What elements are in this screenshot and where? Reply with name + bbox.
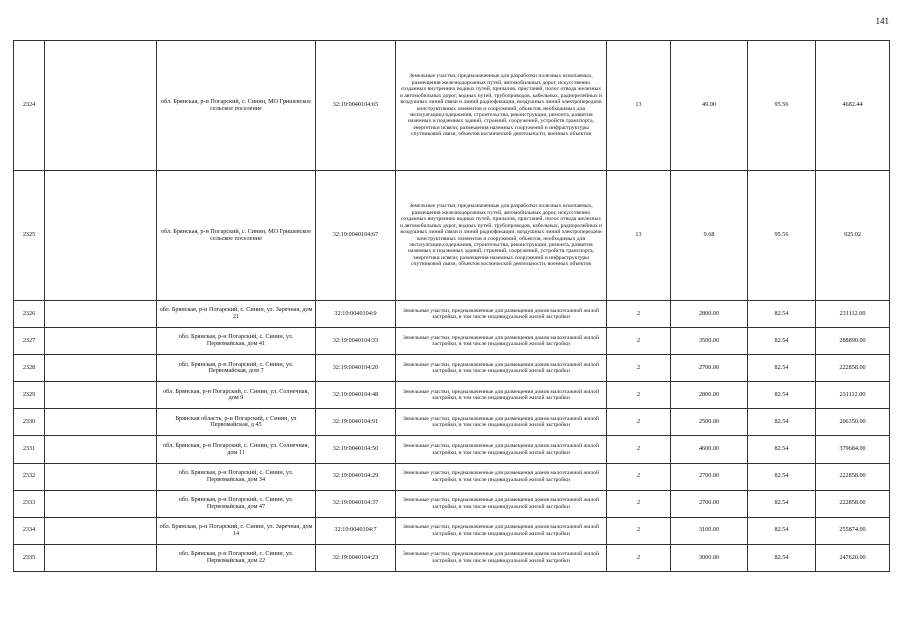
- empty-cell: [45, 544, 157, 571]
- row-number: 2333: [14, 490, 45, 517]
- area-cell: 2700.00: [671, 463, 748, 490]
- group-cell: 2: [607, 301, 671, 328]
- table-row: [14, 544, 890, 571]
- empty-cell: [45, 436, 157, 463]
- rate-cell: 82.54: [748, 382, 816, 409]
- empty-cell: [45, 409, 157, 436]
- row-number: 2328: [14, 355, 45, 382]
- address-cell: обл. Брянская, р-н Погарский, с. Синин, ул. Первомайская, дом 41: [157, 328, 316, 355]
- row-number: 2335: [14, 544, 45, 571]
- cadastral-number-cell: 32:19:0040104:33: [316, 328, 396, 355]
- page-number: 141: [875, 16, 889, 26]
- row-number: 2329: [14, 382, 45, 409]
- cadastral-number-cell: 32:19:0040104:7: [316, 517, 396, 544]
- cadastral-number-cell: 32:19:0040104:67: [316, 171, 396, 301]
- cadastral-value-cell: 379684.00: [816, 436, 890, 463]
- address-cell: обл. Брянская, р-н Погарский, с. Синин, ул. Солнечная, дом 11: [157, 436, 316, 463]
- area-cell: 2800.00: [671, 382, 748, 409]
- land-use-cell: Земельные участки, предназначенные для размещения домов малоэтажной жилой застройки, в том числе индивидуальной жилой застройки: [396, 463, 607, 490]
- cadastral-value-cell: 4682.44: [816, 41, 890, 171]
- group-cell: 2: [607, 436, 671, 463]
- table-row: [14, 301, 890, 328]
- cadastral-number-cell: 32:19:0040104:65: [316, 41, 396, 171]
- table-row: [14, 355, 890, 382]
- rate-cell: 82.54: [748, 463, 816, 490]
- cadastral-number-cell: 32:19:0040104:37: [316, 490, 396, 517]
- land-use-cell: Земельные участки, предназначенные для размещения домов малоэтажной жилой застройки, в том числе индивидуальной жилой застройки: [396, 355, 607, 382]
- rate-cell: 82.54: [748, 355, 816, 382]
- group-cell: 2: [607, 544, 671, 571]
- table-row: [14, 517, 890, 544]
- table-row: [14, 463, 890, 490]
- cadastral-value-cell: 255874.00: [816, 517, 890, 544]
- land-use-cell: Земельные участки, предназначенные для размещения домов малоэтажной жилой застройки, в том числе индивидуальной жилой застройки: [396, 436, 607, 463]
- table-row: [14, 41, 890, 171]
- area-cell: 2800.00: [671, 301, 748, 328]
- rate-cell: 82.54: [748, 490, 816, 517]
- rate-cell: 95.56: [748, 41, 816, 171]
- land-use-cell: Земельные участки, предназначенные для размещения домов малоэтажной жилой застройки, в том числе индивидуальной жилой застройки: [396, 301, 607, 328]
- rate-cell: 82.54: [748, 436, 816, 463]
- land-use-cell: Земельные участки, предназначенные для размещения домов малоэтажной жилой застройки, в том числе индивидуальной жилой застройки: [396, 490, 607, 517]
- group-cell: 2: [607, 382, 671, 409]
- row-number: 2325: [14, 171, 45, 301]
- land-use-cell: Земельные участки, предназначенные для размещения домов малоэтажной жилой застройки, в том числе индивидуальной жилой застройки: [396, 517, 607, 544]
- area-cell: 2500.00: [671, 409, 748, 436]
- rate-cell: 95.56: [748, 171, 816, 301]
- address-cell: обл. Брянская, р-н Погарский, с. Синин, ул. Заречная, дом 14: [157, 517, 316, 544]
- empty-cell: [45, 328, 157, 355]
- group-cell: 2: [607, 463, 671, 490]
- table-body: [14, 41, 890, 572]
- area-cell: 49.00: [671, 41, 748, 171]
- table-row: [14, 328, 890, 355]
- rate-cell: 82.54: [748, 301, 816, 328]
- row-number: 2332: [14, 463, 45, 490]
- empty-cell: [45, 463, 157, 490]
- rate-cell: 82.54: [748, 328, 816, 355]
- area-cell: 3100.00: [671, 517, 748, 544]
- group-cell: 2: [607, 355, 671, 382]
- address-cell: Брянская область, р-н Погарский, с Синин, ул Первомайская, д 45: [157, 409, 316, 436]
- rate-cell: 82.54: [748, 517, 816, 544]
- address-cell: обл. Брянская, р-н Погарский, с. Синин, ул. Первомайская, дом 47: [157, 490, 316, 517]
- group-cell: 2: [607, 517, 671, 544]
- area-cell: 2700.00: [671, 490, 748, 517]
- table-row: [14, 490, 890, 517]
- land-use-cell: Земельные участки, предназначенные для размещения домов малоэтажной жилой застройки, в том числе индивидуальной жилой застройки: [396, 544, 607, 571]
- land-use-cell: Земельные участки, предназначенные для разработки полезных ископаемых, размещения железнодорожных путей, автомобильных дорог, искусственно созданных внутренних водных путей, причалов, пристаней, полос отвода железных и автомобильных дорог, водных путей, трубопроводов, кабельных, радиорелейных и воздушных линий связи и линий радиофикации, воздушных линий электропередачи конструктивных элементов и сооружений, объектов, необходимых для эксплуатации,содержания, строительства, реконструкции, ремонта, развития наземных и подземных зданий, строений, сооружений, устройств транспорта, энергетики исвязи; размещения наземных сооружений и инфраструктуры спутниковой связи, объектов космической деятельности, военных объектов: [396, 41, 607, 171]
- area-cell: 3500.00: [671, 328, 748, 355]
- land-use-cell: Земельные участки, предназначенные для размещения домов малоэтажной жилой застройки, в том числе индивидуальной жилой застройки: [396, 409, 607, 436]
- row-number: 2327: [14, 328, 45, 355]
- rate-cell: 82.54: [748, 544, 816, 571]
- address-cell: обл. Брянская, р-н Погарский, с. Синин, ул. Первомайская, дом 7: [157, 355, 316, 382]
- land-registry-table: [13, 40, 890, 572]
- empty-cell: [45, 171, 157, 301]
- cadastral-value-cell: 231112.00: [816, 301, 890, 328]
- cadastral-number-cell: 32:19:0040104:50: [316, 436, 396, 463]
- cadastral-number-cell: 32:19:0040104:9: [316, 301, 396, 328]
- address-cell: обл. Брянская, р-н Погарский, с. Синин, ул. Солнечная, дом 9: [157, 382, 316, 409]
- cadastral-number-cell: 32:19:0040104:91: [316, 409, 396, 436]
- cadastral-value-cell: 222858.00: [816, 490, 890, 517]
- group-cell: 13: [607, 171, 671, 301]
- table-row: [14, 436, 890, 463]
- row-number: 2330: [14, 409, 45, 436]
- land-use-cell: Земельные участки, предназначенные для размещения домов малоэтажной жилой застройки, в том числе индивидуальной жилой застройки: [396, 382, 607, 409]
- cadastral-value-cell: 222858.00: [816, 355, 890, 382]
- empty-cell: [45, 490, 157, 517]
- cadastral-number-cell: 32:19:0040104:48: [316, 382, 396, 409]
- row-number: 2334: [14, 517, 45, 544]
- group-cell: 13: [607, 41, 671, 171]
- table-row: [14, 171, 890, 301]
- table-row: [14, 382, 890, 409]
- cadastral-number-cell: 32:19:0040104:23: [316, 544, 396, 571]
- area-cell: 2700.00: [671, 355, 748, 382]
- cadastral-value-cell: 925.02: [816, 171, 890, 301]
- cadastral-value-cell: 247620.00: [816, 544, 890, 571]
- row-number: 2324: [14, 41, 45, 171]
- group-cell: 2: [607, 490, 671, 517]
- area-cell: 9.68: [671, 171, 748, 301]
- group-cell: 2: [607, 328, 671, 355]
- address-cell: обл. Брянская, р-н Погарский, с. Синин, ул. Первомайская, дом 34: [157, 463, 316, 490]
- empty-cell: [45, 301, 157, 328]
- empty-cell: [45, 41, 157, 171]
- row-number: 2326: [14, 301, 45, 328]
- cadastral-number-cell: 32:19:0040104:20: [316, 355, 396, 382]
- table-row: [14, 409, 890, 436]
- group-cell: 2: [607, 409, 671, 436]
- land-use-cell: Земельные участки, предназначенные для разработки полезных ископаемых, размещения железнодорожных путей, автомобильных дорог, искусственно созданных внутренних водных путей, причалов, пристаней, полос отвода железных и автомобильных дорог, водных путей, трубопроводов, кабельных, радиорелейных и воздушных линий связи и линий радиофикации, воздушных линий электропередачи конструктивных элементов и сооружений, объектов, необходимых для эксплуатации,содержания, строительства, реконструкции, ремонта, развития наземных и подземных зданий, строений, сооружений, устройств транспорта, энергетики исвязи; размещения наземных сооружений и инфраструктуры спутниковой связи, объектов космической деятельности, военных объектов: [396, 171, 607, 301]
- empty-cell: [45, 382, 157, 409]
- empty-cell: [45, 517, 157, 544]
- address-cell: обл. Брянская, р-н Погарский, с. Синин, МО Гришевское сельское поселение: [157, 171, 316, 301]
- address-cell: обл. Брянская, р-н Погарский, с. Синин, ул. Первомайская, дом 22: [157, 544, 316, 571]
- cadastral-number-cell: 32:19:0040104:29: [316, 463, 396, 490]
- area-cell: 3000.00: [671, 544, 748, 571]
- cadastral-value-cell: 206350.00: [816, 409, 890, 436]
- address-cell: обл. Брянская, р-н Погарский, с. Синин, МО Гришевское сельское поселение: [157, 41, 316, 171]
- address-cell: обл. Брянская, р-н Погарский, с. Синин, ул. Заречная, дом 21: [157, 301, 316, 328]
- cadastral-value-cell: 222858.00: [816, 463, 890, 490]
- land-use-cell: Земельные участки, предназначенные для размещения домов малоэтажной жилой застройки, в том числе индивидуальной жилой застройки: [396, 328, 607, 355]
- row-number: 2331: [14, 436, 45, 463]
- cadastral-value-cell: 231112.00: [816, 382, 890, 409]
- area-cell: 4600.00: [671, 436, 748, 463]
- cadastral-value-cell: 288890.00: [816, 328, 890, 355]
- empty-cell: [45, 355, 157, 382]
- rate-cell: 82.54: [748, 409, 816, 436]
